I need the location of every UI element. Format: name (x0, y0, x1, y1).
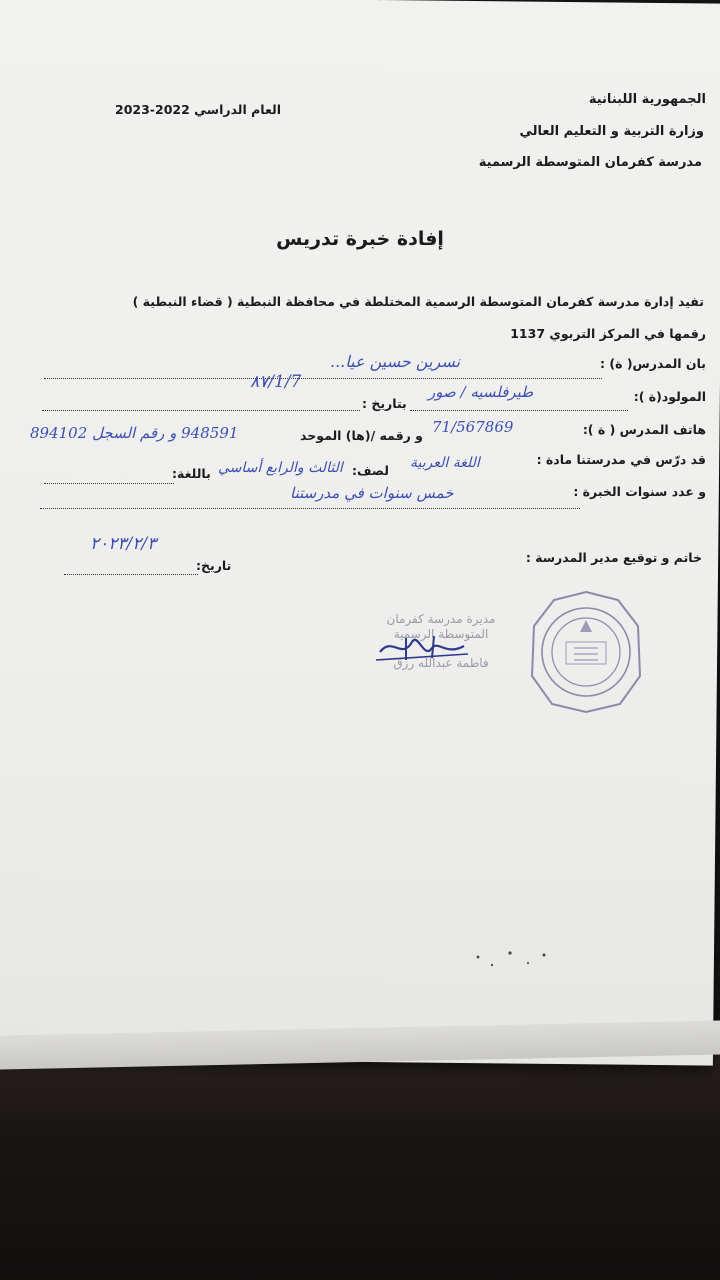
academic-year: العام الدراسي 2022-2023 (115, 102, 282, 117)
stamp-signature-label: خاتم و توقيع مدير المدرسة : (525, 550, 702, 565)
paper-specks (470, 945, 560, 975)
header-school: مدرسة كفرمان المتوسطة الرسمية (478, 155, 702, 170)
date-label: تاريخ: (196, 558, 232, 573)
page-title: إفادة خبرة تدريس (276, 228, 444, 250)
date-value: ٢٠٢٣/٢/٣ (90, 534, 157, 554)
teacher-label: بان المدرس( ة) : (600, 356, 706, 371)
class-value: الثالث والرابع أساسي (218, 460, 343, 476)
years-dotted-line (40, 508, 580, 509)
class-label: لصف: (352, 463, 389, 478)
born-date-value: 1/7/٨٧ (250, 372, 302, 392)
unified-label: و رقمه /(ها) الموحد (300, 428, 423, 443)
language-label: باللغة: (172, 466, 211, 481)
subject-value: اللغة العربية (410, 455, 480, 471)
header-republic: الجمهورية اللبنانية (588, 92, 706, 107)
intro-line-2: رقمها في المركز التربوي 1137 (510, 326, 706, 341)
born-label: المولود(ة ): (633, 389, 706, 404)
signature-scribble (372, 630, 472, 670)
director-title-line1: مديرة مدرسة كفرمان (386, 612, 496, 626)
years-label: و عدد سنوات الخبرة : (573, 484, 706, 499)
official-school-seal (530, 590, 642, 714)
born-value: طيرفلسيه / صور (428, 383, 534, 401)
taught-label: قد درّس في مدرستنا مادة : (536, 452, 706, 467)
language-dotted-line (44, 483, 174, 484)
phone-label: هاتف المدرس ( ة ): (582, 422, 706, 437)
years-value: خمس سنوات في مدرستنا (290, 484, 454, 502)
born-dotted-line (410, 410, 628, 411)
director-name: فاطمة عبدالله رزق (393, 656, 489, 670)
born-date-label: بتاريخ : (362, 396, 407, 411)
unified-value: 948591 و رقم السجل 894102 (30, 424, 239, 442)
date-dotted-line (64, 574, 198, 575)
director-title-line2: المتوسطة الرسمية (393, 627, 489, 641)
teacher-value: نسرين حسين عيا... (330, 352, 461, 371)
intro-line-1: تفيد إدارة مدرسة كفرمان المتوسطة الرسمية المختلطة في محافظة النبطية ( قضاء النبطية ) (132, 294, 704, 309)
table-surface (0, 1040, 720, 1280)
teacher-dotted-line (44, 378, 602, 379)
born-date-dotted-line (42, 410, 360, 411)
phone-value: 71/567869 (432, 418, 514, 436)
header-ministry: وزارة التربية و التعليم العالي (519, 124, 704, 139)
